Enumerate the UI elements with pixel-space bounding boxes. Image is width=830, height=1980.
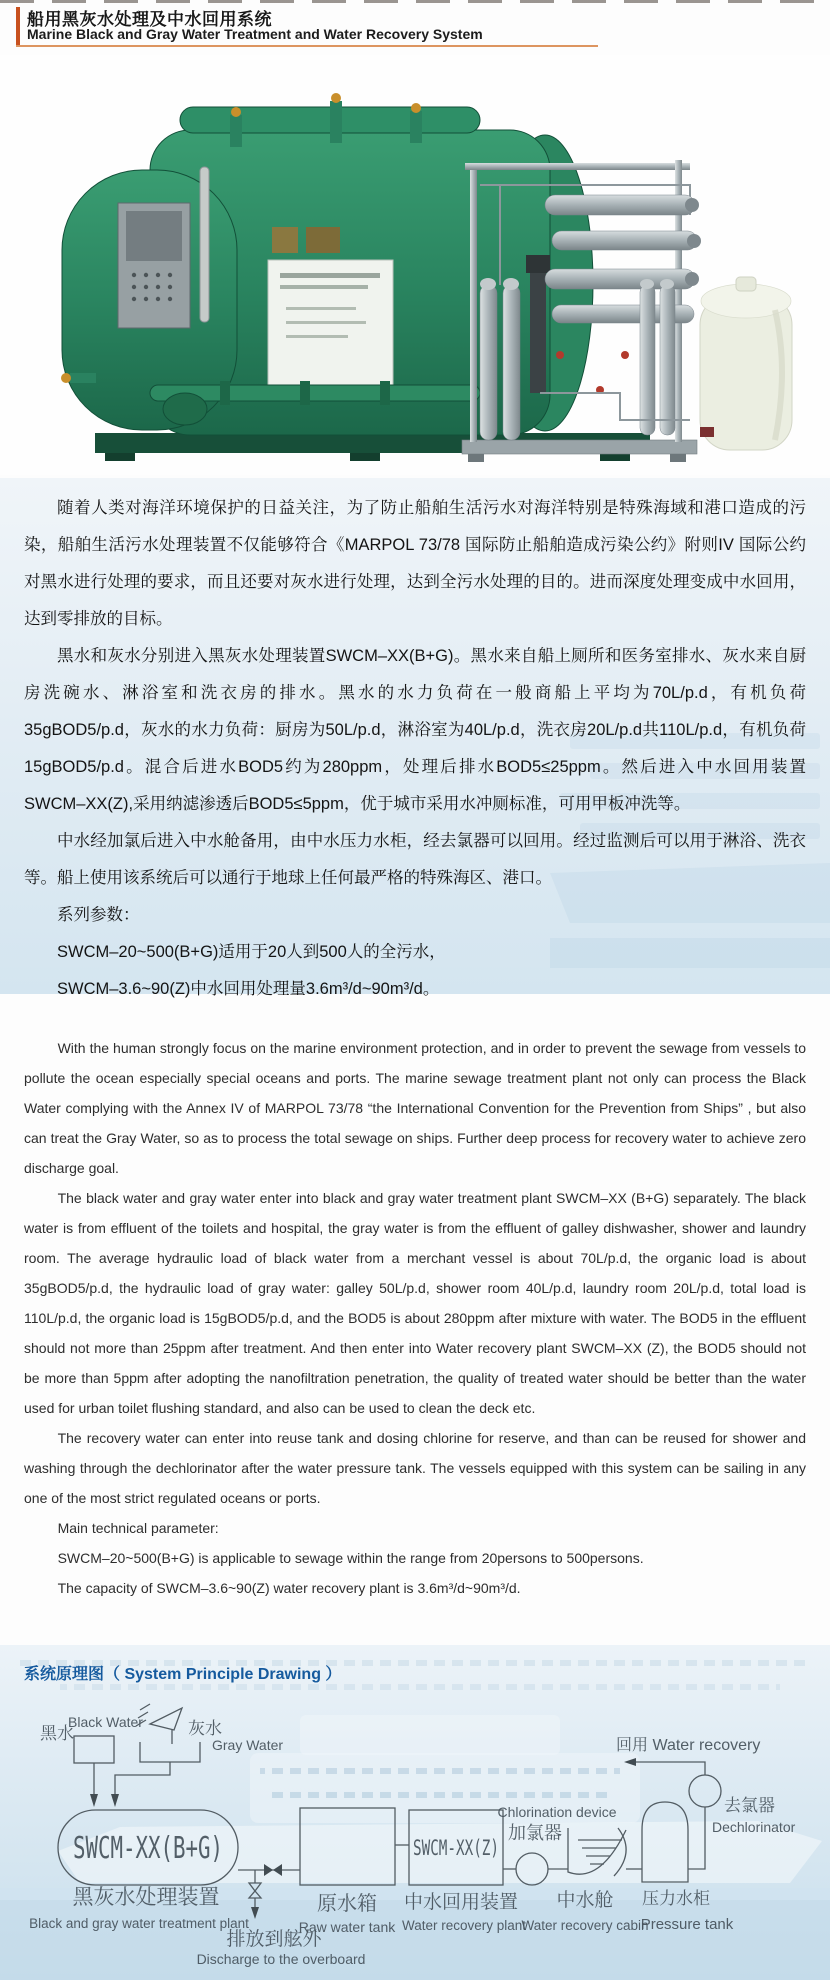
drawing-heading-paren: （ System Principle Drawing ） [104,1666,342,1683]
header-underline [16,45,598,47]
discharge-arrow [251,1907,259,1919]
recovery-cabin-arc [614,1828,626,1876]
chlorination-label-zh: 加氯器 [508,1823,562,1843]
paragraph-zh-swcm-bg: SWCM–20~500(B+G)适用于20人到500人的全污水， [57,943,446,961]
dechlorinator-label-en: Dechlorinator [712,1819,796,1835]
gray-water-funnel-icon [150,1708,182,1730]
discharge-label-en: Discharge to the overboard [196,1951,366,1967]
chlorination-label-en: Chlorination device [497,1804,617,1820]
dechlorinator-label-zh: 去氯器 [724,1796,775,1815]
raw-water-tank-box [300,1808,395,1885]
paragraph-zh-swcm-z: SWCM–3.6~90(Z)中水回用处理量3.6m³/d~90m³/d。 [57,980,440,998]
gray-water-line [115,1762,170,1796]
water-recovery-plant-label-en: Water recovery plant [401,1918,527,1933]
header-accent-bar [16,7,20,45]
paragraph-en-3: The recovery water can enter into reuse tank and dosing chlorine for reserve, and than can be reused for shower and washing through the dechlorinator after the water pressure tank. The vessels equipped with this system can be sailing in any one of the most strict regulated oceans or ports. [24,1430,806,1506]
chlorination-device-circle [516,1853,548,1885]
recovery-cabin-label-zh: 中水舱 [556,1890,614,1911]
water-recovery-plant-label-zh: 中水回用装置 [403,1892,519,1913]
discharge-label-zh: 排放到舷外 [226,1929,322,1950]
water-level-hatching [578,1840,622,1864]
paragraph-en-swcm-z: The capacity of SWCM–3.6~90(Z) water recovery plant is 3.6m³/d~90m³/d. [57,1580,521,1596]
paragraph-en-1: With the human strongly focus on the marine environment protection, and in order to prevent the sewage from vessels to pollute the ocean especially special oceans and ports. The marine sewage treatment plant not only can process the Black Water complying with the Annex IV of MARPOL 73/78 “the International Convention for the Prevention from Ships” , but also can treat the Gray Water, so as to process the total sewage on ships. Further deep process for recovery water to achieve zero discharge goal. [24,1040,806,1176]
black-water-label-zh: 黑水 [40,1724,74,1743]
outlet-valve-right [273,1864,282,1876]
english-text-block [24,1033,806,1603]
pressure-to-dechlorinator-pipe [688,1807,705,1869]
raw-water-tank-label-zh: 原水箱 [317,1893,377,1915]
treatment-plant-label-en: Black and gray water treatment plant [29,1916,249,1931]
paragraph-zh-series-params: 系列参数： [57,906,140,924]
treatment-plant-label-zh: 黑灰水处理装置 [72,1886,220,1909]
page-title-zh: 船用黑灰水处理及中水回用系统 [27,10,272,29]
dechlorinator-circle [689,1775,721,1807]
system-principle-section [0,1645,830,1980]
paragraph-en-main-parameter: Main technical parameter: [57,1520,219,1536]
treatment-plant-code: SWCM-XX(B+G) [73,1831,223,1866]
raw-water-tank-label-en: Raw water tank [298,1919,396,1935]
chinese-text-block [24,490,806,1008]
product-photo [0,55,830,475]
pressure-tank-shape [642,1802,688,1882]
pressure-tank-label-zh: 压力水柜 [642,1889,710,1908]
gray-water-collector [140,1742,200,1762]
outlet-valve-left [264,1864,273,1876]
paragraph-en-swcm-bg: SWCM–20~500(B+G) is applicable to sewage within the range from 20persons to 500persons. [57,1550,644,1566]
discharge-valve-top [249,1883,261,1891]
gray-water-label-en: Gray Water [212,1737,284,1753]
drawing-heading-zh: 系统原理图 [24,1666,105,1683]
paragraph-zh-2: 黑水和灰水分别进入黑灰水处理装置SWCM–XX(B+G)。黑水来自船上厕所和医务室排水、灰水来自厨房洗碗水、淋浴室和洗衣房的排水。黑水的水力负荷在一般商船上平均为70L/p.d，有机负荷35gBOD5/p.d，灰水的水力负荷：厨房为50L/p.d，淋浴室为40L/p.d，洗衣房20L/p.d共110L/p.d，有机负荷15gBOD5/p.d。混合后进水BOD5约为280ppm，处理后排水BOD5≤25ppm。然后进入中水回用装置SWCM–XX(Z),采用纳滤渗透后BOD5≤5ppm，优于城市采用水冲厕标准，可用甲板冲洗等。 [24,647,806,813]
pressure-tank-label-en: Pressure tank [640,1916,734,1933]
gray-water-arrow [111,1794,119,1807]
reuse-arrow [624,1758,636,1766]
reuse-line [634,1762,705,1775]
paragraph-zh-1: 随着人类对海洋环境保护的日益关注，为了防止船舶生活污水对海洋特别是特殊海域和港口造成的污染，船舶生活污水处理装置不仅能够符合《MARPOL 73/78 国际防止船舶造成污染公约》附则IV 国际公约对黑水进行处理的要求，而且还要对灰水进行处理，达到全污水处理的目的。进而深度处理变成中水回用，达到零排放的目标。 [24,499,806,628]
paragraph-zh-3: 中水经加氯后进入中水舱备用，由中水压力水柜，经去氯器可以回用。经过监测后可以用于淋浴、洗衣等。船上使用该系统后可以通行于地球上任何最严格的特殊海区、港口。 [24,832,806,887]
black-water-box [74,1736,114,1763]
system-principle-diagram [0,1680,830,1980]
black-water-arrow [90,1794,98,1807]
recovery-cabin-shape [568,1828,626,1874]
scan-artifact-line [0,0,830,3]
header [0,4,830,50]
black-water-label-en: Black Water [68,1714,143,1730]
paragraph-en-2: The black water and gray water enter into black and gray water treatment plant SWCM–XX (B+G) separately. The black water is from effluent of the toilets and hospital, the gray water is from the effluent of galley dishwasher, shower and laundry room. The average hydraulic load of black water from a merchant vessel is about 70L/p.d, the organic load is about 35gBOD5/p.d, the hydraulic load of gray water: galley 50L/p.d, shower room 40L/p.d, laundry room 20L/p.d, total load is 110L/p.d, the organic load is 15gBOD5/p.d, and the BOD5 is about 280ppm after mixture with water. The BOD5 in the effluent should not more than 25ppm after treatment. And then enter into Water recovery plant SWCM–XX (Z), the BOD5 should not be more than 5ppm after adopting the nanofiltration penetration, the quality of treated water should be better than the water used for urban toilet flushing standard, and also can be used to clean the deck etc. [24,1190,806,1416]
water-recovery-plant-code: SWCM-XX(Z) [413,1836,499,1860]
page-title-en: Marine Black and Gray Water Treatment and Water Recovery System [27,26,483,42]
chinese-intro-section [0,478,830,998]
gray-water-label-zh: 灰水 [188,1719,222,1738]
recovery-cabin-label-en: Water recovery cabin [521,1918,649,1933]
white-tank [700,277,792,450]
reuse-label: 回用 Water recovery [616,1737,761,1754]
product-photo-illustration [0,55,830,475]
